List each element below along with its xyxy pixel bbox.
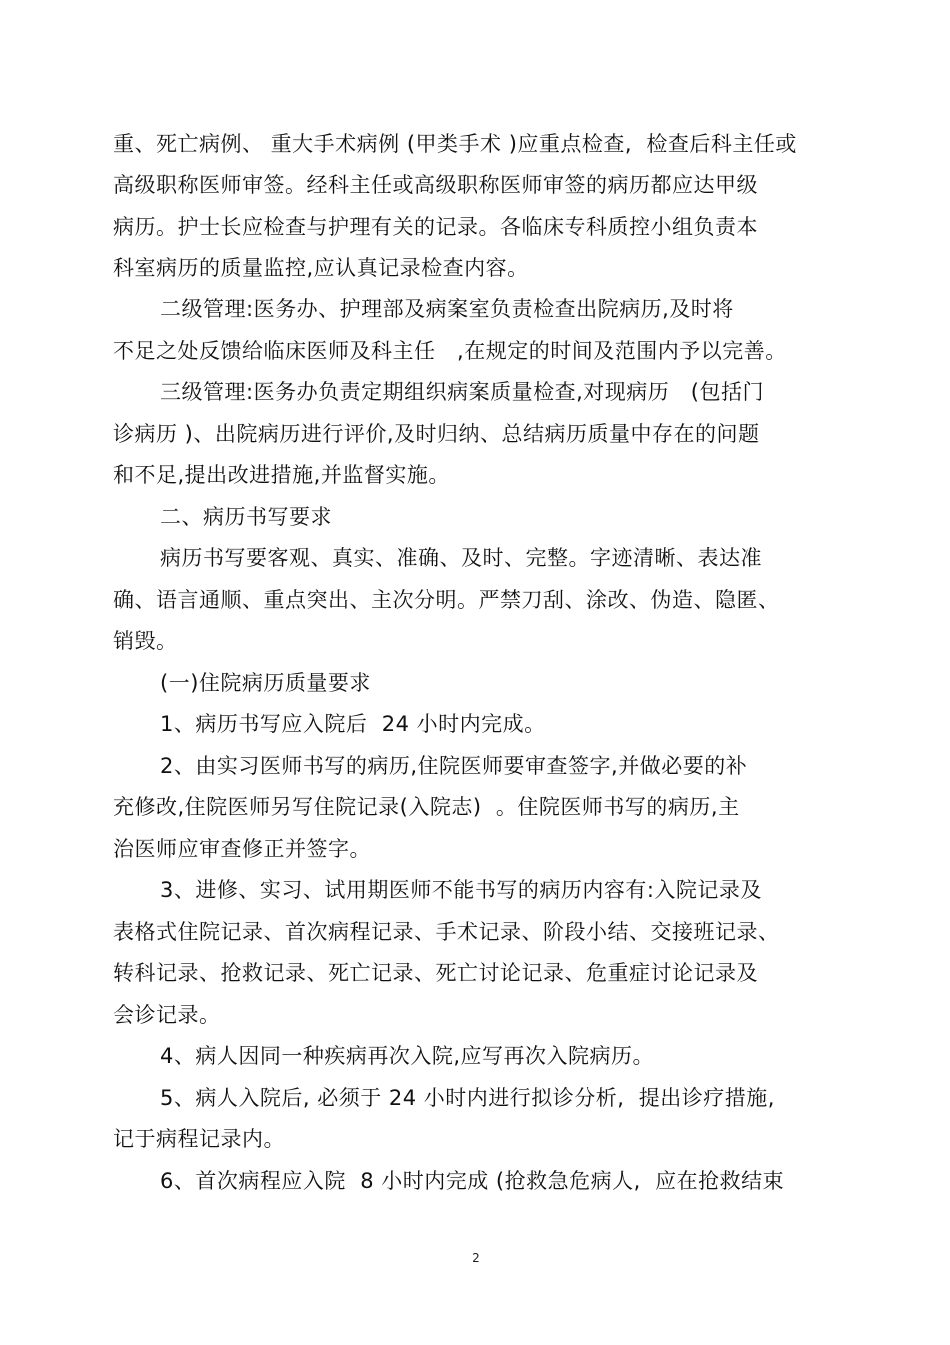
text-line: 3、进修、实习、试用期医师不能书写的病历内容有:入院记录及 [160,878,762,902]
text-line: 转科记录、抢救记录、死亡记录、死亡讨论记录、危重症讨论记录及 [113,961,758,985]
subsection-heading: (一)住院病历质量要求 [160,671,371,695]
text-line: 病历。护士长应检查与护理有关的记录。各临床专科质控小组负责本 [113,215,758,239]
text-line: 病历书写要客观、真实、准确、及时、完整。字迹清晰、表达准 [160,546,762,570]
text-line: 和不足,提出改进措施,并监督实施。 [113,463,450,487]
text-line: 4、病人因同一种疾病再次入院,应写再次入院病历。 [160,1044,655,1068]
section-heading: 二、病历书写要求 [160,505,332,529]
text-line: 2、由实习医师书写的病历,住院医师要审查签字,并做必要的补 [160,754,748,778]
text-line: 1、病历书写应入院后 24 小时内完成。 [160,712,546,736]
text-line: 不足之处反馈给临床医师及科主任 ,在规定的时间及范围内予以完善。 [113,339,787,363]
text-line: 6、首次病程应入院 8 小时内完成 (抢救急危病人, 应在抢救结束 [160,1169,785,1193]
text-line: 记于病程记录内。 [113,1127,285,1151]
text-line: 充修改,住院医师另写住院记录(入院志) 。住院医师书写的病历,主 [113,795,740,819]
text-line: 二级管理:医务办、护理部及病案室负责检查出院病历,及时将 [160,297,734,321]
text-line: 5、病人入院后, 必须于 24 小时内进行拟诊分析, 提出诊疗措施, [160,1086,775,1110]
text-line: 会诊记录。 [113,1003,221,1027]
text-line: 确、语言通顺、重点突出、主次分明。严禁刀刮、涂改、伪造、隐匿、 [113,588,780,612]
text-line: 治医师应审查修正并签字。 [113,837,371,861]
text-line: 表格式住院记录、首次病程记录、手术记录、阶段小结、交接班记录、 [113,920,780,944]
text-line: 三级管理:医务办负责定期组织病案质量检查,对现病历 (包括门 [160,380,764,404]
text-line: 科室病历的质量监控,应认真记录检查内容。 [113,256,529,280]
text-line: 诊病历 )、出院病历进行评价,及时归纳、总结病历质量中存在的问题 [113,422,760,446]
page-number: 2 [472,1251,480,1265]
text-line: 重、死亡病例、 重大手术病例 (甲类手术 )应重点检查, 检查后科主任或 [113,132,797,156]
text-line: 高级职称医师审签。经科主任或高级职称医师审签的病历都应达甲级 [113,173,758,197]
text-line: 销毁。 [113,629,178,653]
